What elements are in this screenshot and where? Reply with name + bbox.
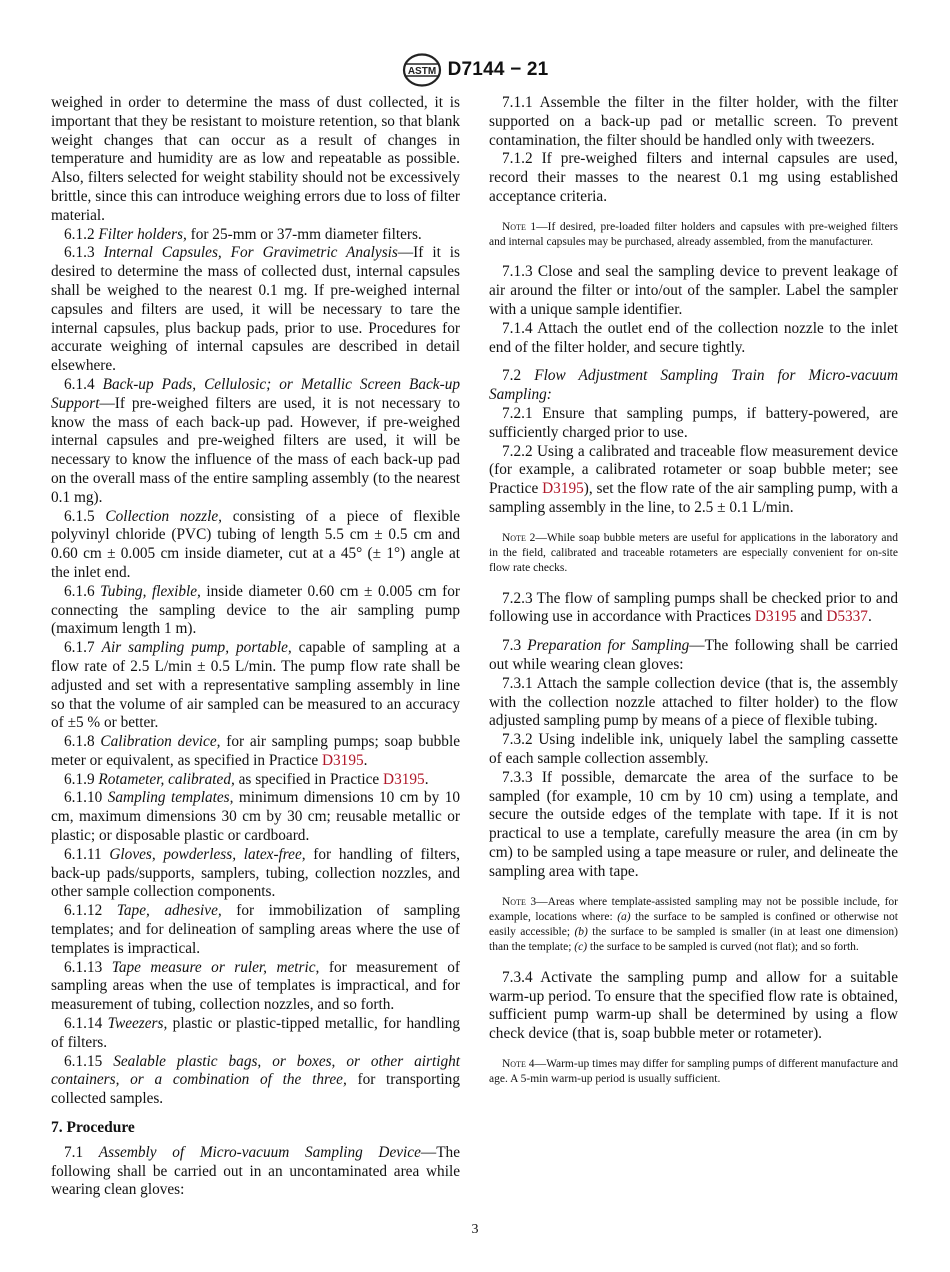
section-7-3: 7.3 Preparation for Sampling—The following shall be carried out while wearing clean gloves: <box>489 637 898 674</box>
section-7-2-2: 7.2.2 Using a calibrated and traceable flow measurement device (for example, a calibrated rotameter or soap bubble meter; see Practice D3195), set the flow rate of the air sampling pump, with a sampling assembly in the line, to 2.5 ± 0.1 L/min. <box>489 442 898 516</box>
section-7-1-1: 7.1.1 Assemble the filter in the filter holder, with the filter supported on a back-up pad or metallic screen. To prevent contamination, the filter should be handled only with tweezers. <box>489 94 898 149</box>
section-6-1-4: 6.1.4 Back-up Pads, Cellulosic; or Metallic Screen Back-up Support—If pre-weighed filters are used, it is not necessary to know the mass of each back-up pad. However, if pre-weighed internal capsules and pre-weighed filters are used, it will be necessary to know the influence of the mass of each back-up pad on the overall mass of the entire sampling assembly (to the nearest 0.1 mg). <box>51 375 460 506</box>
section-6-1-10: 6.1.10 Sampling templates, minimum dimensions 10 cm by 10 cm, maximum dimensions 30 cm by 30 cm; reusable metallic or plastic; or disposable plastic or cardboard. <box>51 789 460 845</box>
section-7-2-3: 7.2.3 The flow of sampling pumps shall be checked prior to and following use in accordance with Practices D3195 and D5337. <box>489 589 898 626</box>
section-heading-procedure: 7. Procedure <box>51 1119 135 1137</box>
section-6-1-11: 6.1.11 Gloves, powderless, latex-free, for handling of filters, back-up pads/supports, samplers, tubing, collection nozzles, and other sample collection components. <box>51 845 460 901</box>
section-6-1-6: 6.1.6 Tubing, flexible, inside diameter 0.60 cm ± 0.005 cm for connecting the sampling device to the air sampling pump (maximum length 1 m). <box>51 582 461 638</box>
section-7-1-4: 7.1.4 Attach the outlet end of the collection nozzle to the inlet end of the filter holder, and secure tightly. <box>489 319 898 356</box>
svg-text:ASTM: ASTM <box>407 66 436 77</box>
right-column <box>489 94 898 1101</box>
section-7-3-3: 7.3.3 If possible, demarcate the area of the surface to be sampled (for example, 10 cm by 10 cm) using a template, and secure the outside edges of the template with tape. If it is not practical to use a template, carefully measure the area (in cm by cm) to be sampled using a tape measure or ruler, and delineate the sampling area with tape. <box>489 768 898 880</box>
left-column <box>51 94 460 1200</box>
section-7-3-1: 7.3.1 Attach the sample collection device (that is, the assembly with the collection nozzle attached to filter holder) to the flow adjusted sampling pump by means of a piece of flexible tubing. <box>489 674 898 730</box>
page-header <box>0 50 950 90</box>
astm-logo-icon <box>402 53 442 87</box>
section-6-1-9: 6.1.9 Rotameter, calibrated, as specified in Practice D3195. <box>64 770 429 788</box>
page-number: 3 <box>471 1222 479 1237</box>
reference-link[interactable]: D3195 <box>754 608 797 626</box>
reference-link[interactable]: D3195 <box>542 480 584 498</box>
section-7-2-1: 7.2.1 Ensure that sampling pumps, if battery-powered, are sufficiently charged prior to use. <box>489 404 898 441</box>
section-6-1-2: 6.1.2 Filter holders, for 25-mm or 37-mm diameter filters. <box>64 225 422 243</box>
paragraph: weighed in order to determine the mass of dust collected, it is important that they be resistant to moisture retention, so that blank weight changes that can occur as a result of changes in temperature and humidity are as low and repeatable as possible. Also, filters selected for weight stability should not be excessively brittle, since this can introduce weighing errors due to loss of filter material. <box>51 94 460 224</box>
section-6-1-8: 6.1.8 Calibration device, for air sampling pumps; soap bubble meter or equivalent, as specified in Practice D3195. <box>51 733 460 769</box>
section-7-1-2: 7.1.2 If pre-weighed filters and internal capsules are used, record their masses to the nearest 0.1 mg using established acceptance criteria. <box>489 150 898 205</box>
note-3: Note 3—Areas where template-assisted sampling may not be possible include, for example, locations where: (a) the surface to be sampled is confined or otherwise not easily accessible; (b) the surface to be sampled is smaller (in at least one dimension) than the template; (c) the surface to be sampled is curved (not flat); and so forth. <box>489 895 898 954</box>
section-6-1-3: 6.1.3 Internal Capsules, For Gravimetric Analysis—If it is desired to determine the mass of collected dust, internal capsules shall be weighed to the nearest 0.1 mg. If pre-weighed internal capsules and filters are used, it will be necessary to tare the internal capsules, plus backup pads, prior to use. Procedures for accurate weighing of internal capsules are described in detail elsewhere. <box>51 244 460 375</box>
section-6-1-5: 6.1.5 Collection nozzle, consisting of a piece of flexible polyvinyl chloride (PVC) tubing of length 5.5 cm ± 0.5 cm and 0.60 cm ± 0.005 cm inside diameter, cut at a 45° (± 1°) angle at the inlet end. <box>51 507 461 581</box>
section-7-3-4: 7.3.4 Activate the sampling pump and allow for a suitable warm-up period. To ensure that the specified flow rate is obtained, sufficient pump warm-up shall be determined by using a flow check device (that is, soap bubble meter or rotameter). <box>489 968 898 1043</box>
reference-link[interactable]: D3195 <box>321 751 364 769</box>
section-7-1: 7.1 Assembly of Micro-vacuum Sampling Device—The following shall be carried out in an uncontaminated area while wearing clean gloves: <box>51 1143 460 1199</box>
section-7-1-3: 7.1.3 Close and seal the sampling device to prevent leakage of air around the filter or into/out of the sampler. Label the sampler with a unique sample identifier. <box>489 263 898 318</box>
section-7-2: 7.2 Flow Adjustment Sampling Train for Micro-vacuum Sampling: <box>489 367 898 404</box>
reference-link[interactable]: D3195 <box>383 770 425 788</box>
reference-link[interactable]: D5337 <box>826 608 868 626</box>
section-6-1-12: 6.1.12 Tape, adhesive, for immobilization of sampling templates; and for delineation of sampling areas where the use of templates is impractical. <box>51 902 460 957</box>
section-7-3-2: 7.3.2 Using indelible ink, uniquely label the sampling cassette of each sample collection assembly. <box>489 731 898 767</box>
note-1: Note 1—If desired, pre-loaded filter holders and capsules with pre-weighed filters and internal capsules may be purchased, already assembled, from the manufacturer. <box>489 220 898 249</box>
section-6-1-14: 6.1.14 Tweezers, plastic or plastic-tipped metallic, for handling of filters. <box>51 1015 460 1051</box>
section-6-1-7: 6.1.7 Air sampling pump, portable, capable of sampling at a flow rate of 2.5 L/min ± 0.5 L/min. The pump flow rate shall be adjusted and set with a representative sampling assembly in line so that the volume of air sampled can be measured to an accuracy of ±5 % or better. <box>51 639 461 732</box>
note-4: Note 4—Warm-up times may differ for sampling pumps of different manufacture and age. A 5-min warm-up period is usually sufficient. <box>489 1057 898 1086</box>
note-2: Note 2—While soap bubble meters are useful for applications in the laboratory and in the field, calibrated and traceable rotameters are especially convenient for on-site flow rate checks. <box>489 531 898 575</box>
section-6-1-15: 6.1.15 Sealable plastic bags, or boxes, or other airtight containers, or a combination of the three, for transporting collected samples. <box>51 1052 460 1108</box>
standard-designation: D7144 − 21 <box>447 59 549 80</box>
section-6-1-13: 6.1.13 Tape measure or ruler, metric, for measurement of sampling areas when the use of templates is impractical, and for measurement of tubing, collection nozzles, and so forth. <box>51 958 460 1014</box>
